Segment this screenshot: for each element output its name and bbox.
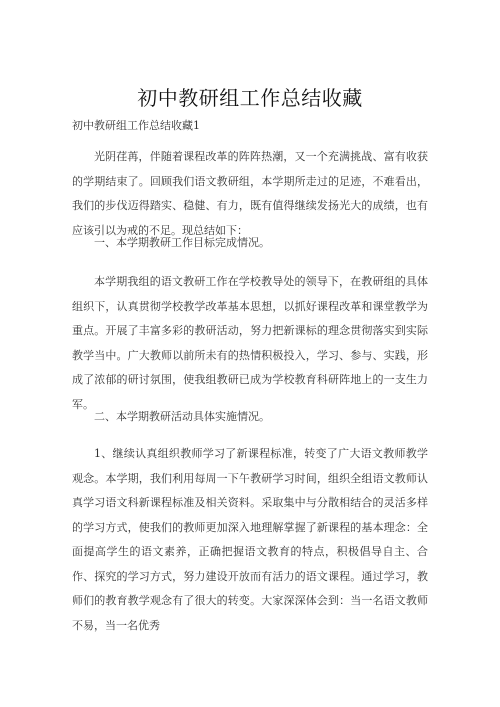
section-heading-2: 二、本学期教研活动具体实施情况。 — [94, 410, 270, 423]
document-subtitle: 初中教研组工作总结收藏1 — [72, 119, 200, 132]
section-1-paragraph: 本学期我组的语文教研工作在学校教导处的领导下，在教研组的具体组织下，认真贯彻学校教学改革基本思想，以抓好课程改革和课堂教学为重点。开展了丰富多彩的教研活动，努力把新课标的理念贯彻落实到实际教学当中。广大教师以前所未有的热情积极投入，学习、参与、实践，形成了浓郁的研讨氛围，使我组教研已成为学校教育科研阵地上的一支生力军。 — [72, 275, 428, 411]
section-2-paragraph: 1、继续认真组织教师学习了新课程标准，转变了广大语文教师教学观念。本学期，我们利用每周一下午教研学习时间，组织全组语文教师认真学习语文科新课程标准及相关资料。采取集中与分散相结合的灵活多样的学习方式，使我们的教师更加深入地理解掌握了新课程的基本理念：全面提高学生的语文素养，正确把握语文教育的特点，积极倡导自主、合作、探究的学习方式，努力建设开放而有活力的语文课程。通过学习，教师们的教育教学观念有了很大的转变。大家深深体会到：当一名语文教师不易，当一名优秀 — [72, 447, 428, 632]
intro-paragraph: 光阴荏苒，伴随着课程改革的阵阵热潮，又一个充满挑战、富有收获的学期结束了。回顾我们语文教研组，本学期所走过的足迹，不难看出，我们的步伐迈得踏实、稳健、有力，既有值得继续发扬光大的成绩，也有应该引以为戒的不足。现总结如下： — [72, 150, 428, 237]
document-title: 初中教研组工作总结收藏 — [137, 86, 363, 110]
section-heading-1: 一、本学期教研工作目标完成情况。 — [94, 236, 270, 249]
